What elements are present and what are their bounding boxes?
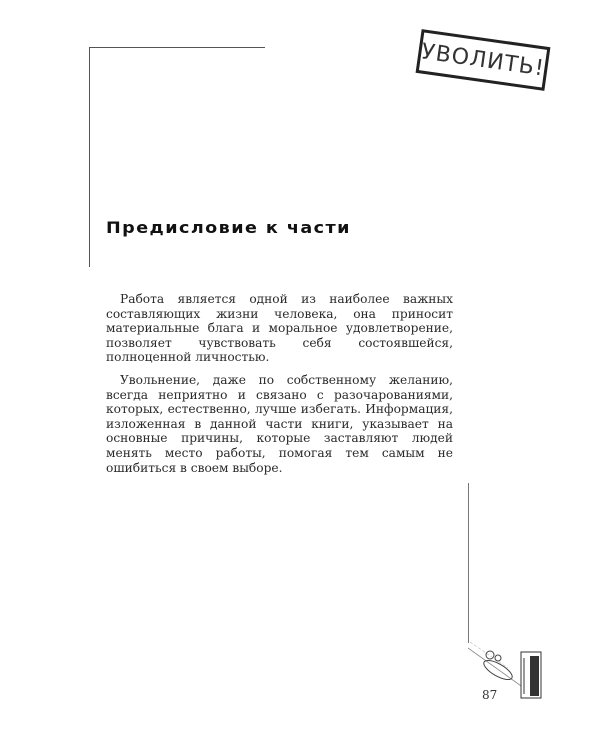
paragraph: Работа является одной из наиболее важных составляющих жизни человека, она приносит материальные блага и моральное удовлетворение, позволяет чувствовать себя состоявшейся, полноценной личностью.: [106, 292, 453, 365]
frame-left-rule: [89, 47, 90, 267]
body-text: [106, 292, 453, 483]
illustration-man-sliding-to-door-icon: [468, 630, 548, 705]
stamp-logo: УВОЛИТЬ!: [416, 29, 551, 91]
section-heading: Предисловие к части: [106, 218, 351, 237]
frame-top-rule: [89, 47, 265, 48]
side-rule: [468, 483, 469, 643]
page-number: 87: [482, 688, 498, 702]
paragraph: Увольнение, даже по собственному желанию, всегда неприятно и связано с разочарованиями, которых, естественно, лучше избегать. Информация, изложенная в данной части книги, указывает на основные причины, которые заставляют людей менять место работы, помогая тем самым не ошибиться в своем выборе.: [106, 372, 453, 475]
